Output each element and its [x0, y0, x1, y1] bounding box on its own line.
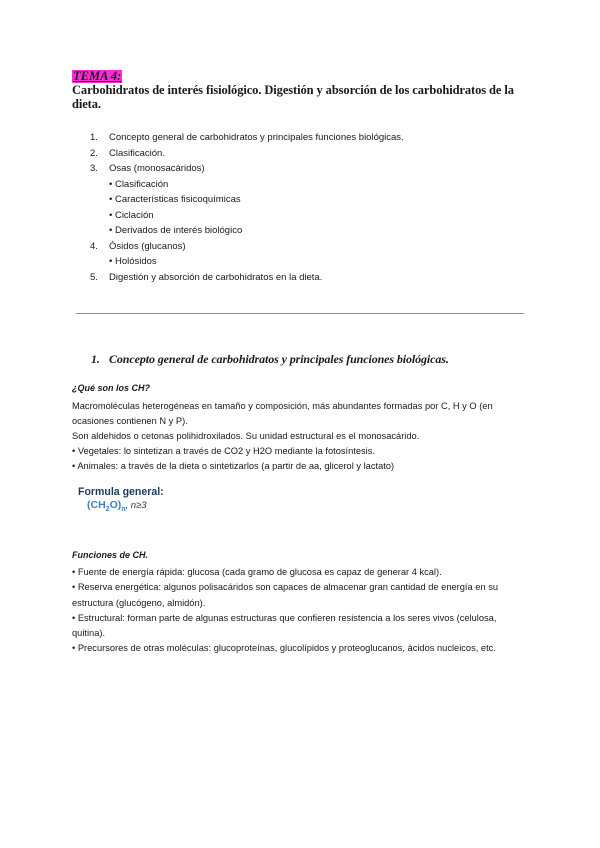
- toc-item-text: Ósidos (glucanos): [109, 240, 186, 252]
- toc-subitem: [90, 192, 530, 208]
- toc-item: [90, 146, 530, 162]
- que-son-heading: ¿Qué son los CH?: [72, 383, 151, 393]
- bullet-line: • Animales: a través de la dieta o sintetizarlos (a partir de aa, glicerol y lactato): [72, 461, 395, 471]
- funciones-heading: Funciones de CH.: [72, 550, 149, 560]
- bullet-line: • Estructural: forman parte de algunas estructuras que confieren resistencia a los seres vivos (celulosa, quitina).: [72, 612, 497, 639]
- general-formula: [78, 486, 198, 518]
- toc-item: [90, 161, 530, 177]
- toc-subitem-text: • Holósidos: [109, 256, 157, 267]
- paragraph: Macromoléculas heterogéneas en tamaño y composición, más abundantes formadas por C, H y O (en ocasiones contienen N y P).: [72, 401, 493, 426]
- bullet-line: • Precursores de otras moléculas: glucoproteínas, glucolípidos y proteoglucanos, ácidos nucleicos, etc.: [72, 643, 496, 654]
- toc-item: [90, 130, 530, 146]
- formula-base: (CH: [87, 499, 106, 511]
- toc-item-number: 4.: [90, 240, 98, 252]
- toc-subitem-text: • Características fisicoquímicas: [109, 194, 241, 205]
- section-number: 1.: [91, 352, 100, 366]
- section-title-text: Concepto general de carbohidratos y principales funciones biológicas.: [109, 352, 449, 366]
- toc-subitem-text: • Clasificación: [109, 178, 169, 190]
- toc-item-number: 3.: [90, 163, 98, 174]
- formula-expression: [87, 499, 147, 513]
- toc-item: [90, 270, 530, 286]
- tema-label: TEMA 4:: [73, 69, 122, 83]
- toc-subitem: [90, 223, 530, 239]
- document-title: Carbohidratos de interés fisiológico. Digestión y absorción de los carbohidratos de la dieta.: [72, 83, 514, 111]
- formula-mid: O): [109, 499, 122, 511]
- section-heading: [91, 352, 449, 367]
- que-son-body: [72, 399, 527, 474]
- horizontal-divider: [76, 313, 524, 314]
- toc-item: [90, 239, 530, 255]
- formula-condition: , n≥3: [125, 500, 147, 511]
- formula-subscript-n: n: [121, 506, 126, 514]
- bullet-line: • Reserva energética: algunos polisacáridos son capaces de almacenar gran cantidad de energía en su estructura (glucógeno, almidón).: [72, 582, 499, 608]
- toc-item-text: Digestión y absorción de carbohidratos en la dieta.: [109, 271, 323, 283]
- toc-item-number: 5.: [90, 271, 98, 283]
- toc-item-number: 2.: [90, 147, 98, 159]
- toc-item-text: Osas (monosacáridos): [109, 163, 205, 174]
- bullet-line: • Fuente de energía rápida: glucosa (cada gramo de glucosa es capaz de generar 4 kcal).: [72, 567, 442, 577]
- table-of-contents: [90, 130, 530, 285]
- toc-item-text: Clasificación.: [109, 147, 165, 159]
- bullet-line: • Vegetales: lo sintetizan a través de CO2 y H2O mediante la fotosíntesis.: [72, 446, 375, 456]
- toc-item-number: 1.: [90, 132, 98, 143]
- formula-label: Formula general:: [78, 486, 164, 498]
- toc-item-text: Concepto general de carbohidratos y principales funciones biológicas.: [109, 132, 404, 143]
- paragraph: Son aldehidos o cetonas polihidroxilados. Su unidad estructural es el monosacárido.: [72, 431, 420, 441]
- formula-subscript-2: 2: [105, 506, 110, 514]
- funciones-body: [72, 565, 527, 657]
- toc-subitem: [90, 177, 530, 193]
- toc-subitem-text: • Derivados de interés biológico: [109, 225, 243, 236]
- toc-subitem-text: • Ciclación: [109, 209, 154, 221]
- toc-subitem: [90, 208, 530, 224]
- toc-subitem: [90, 254, 530, 270]
